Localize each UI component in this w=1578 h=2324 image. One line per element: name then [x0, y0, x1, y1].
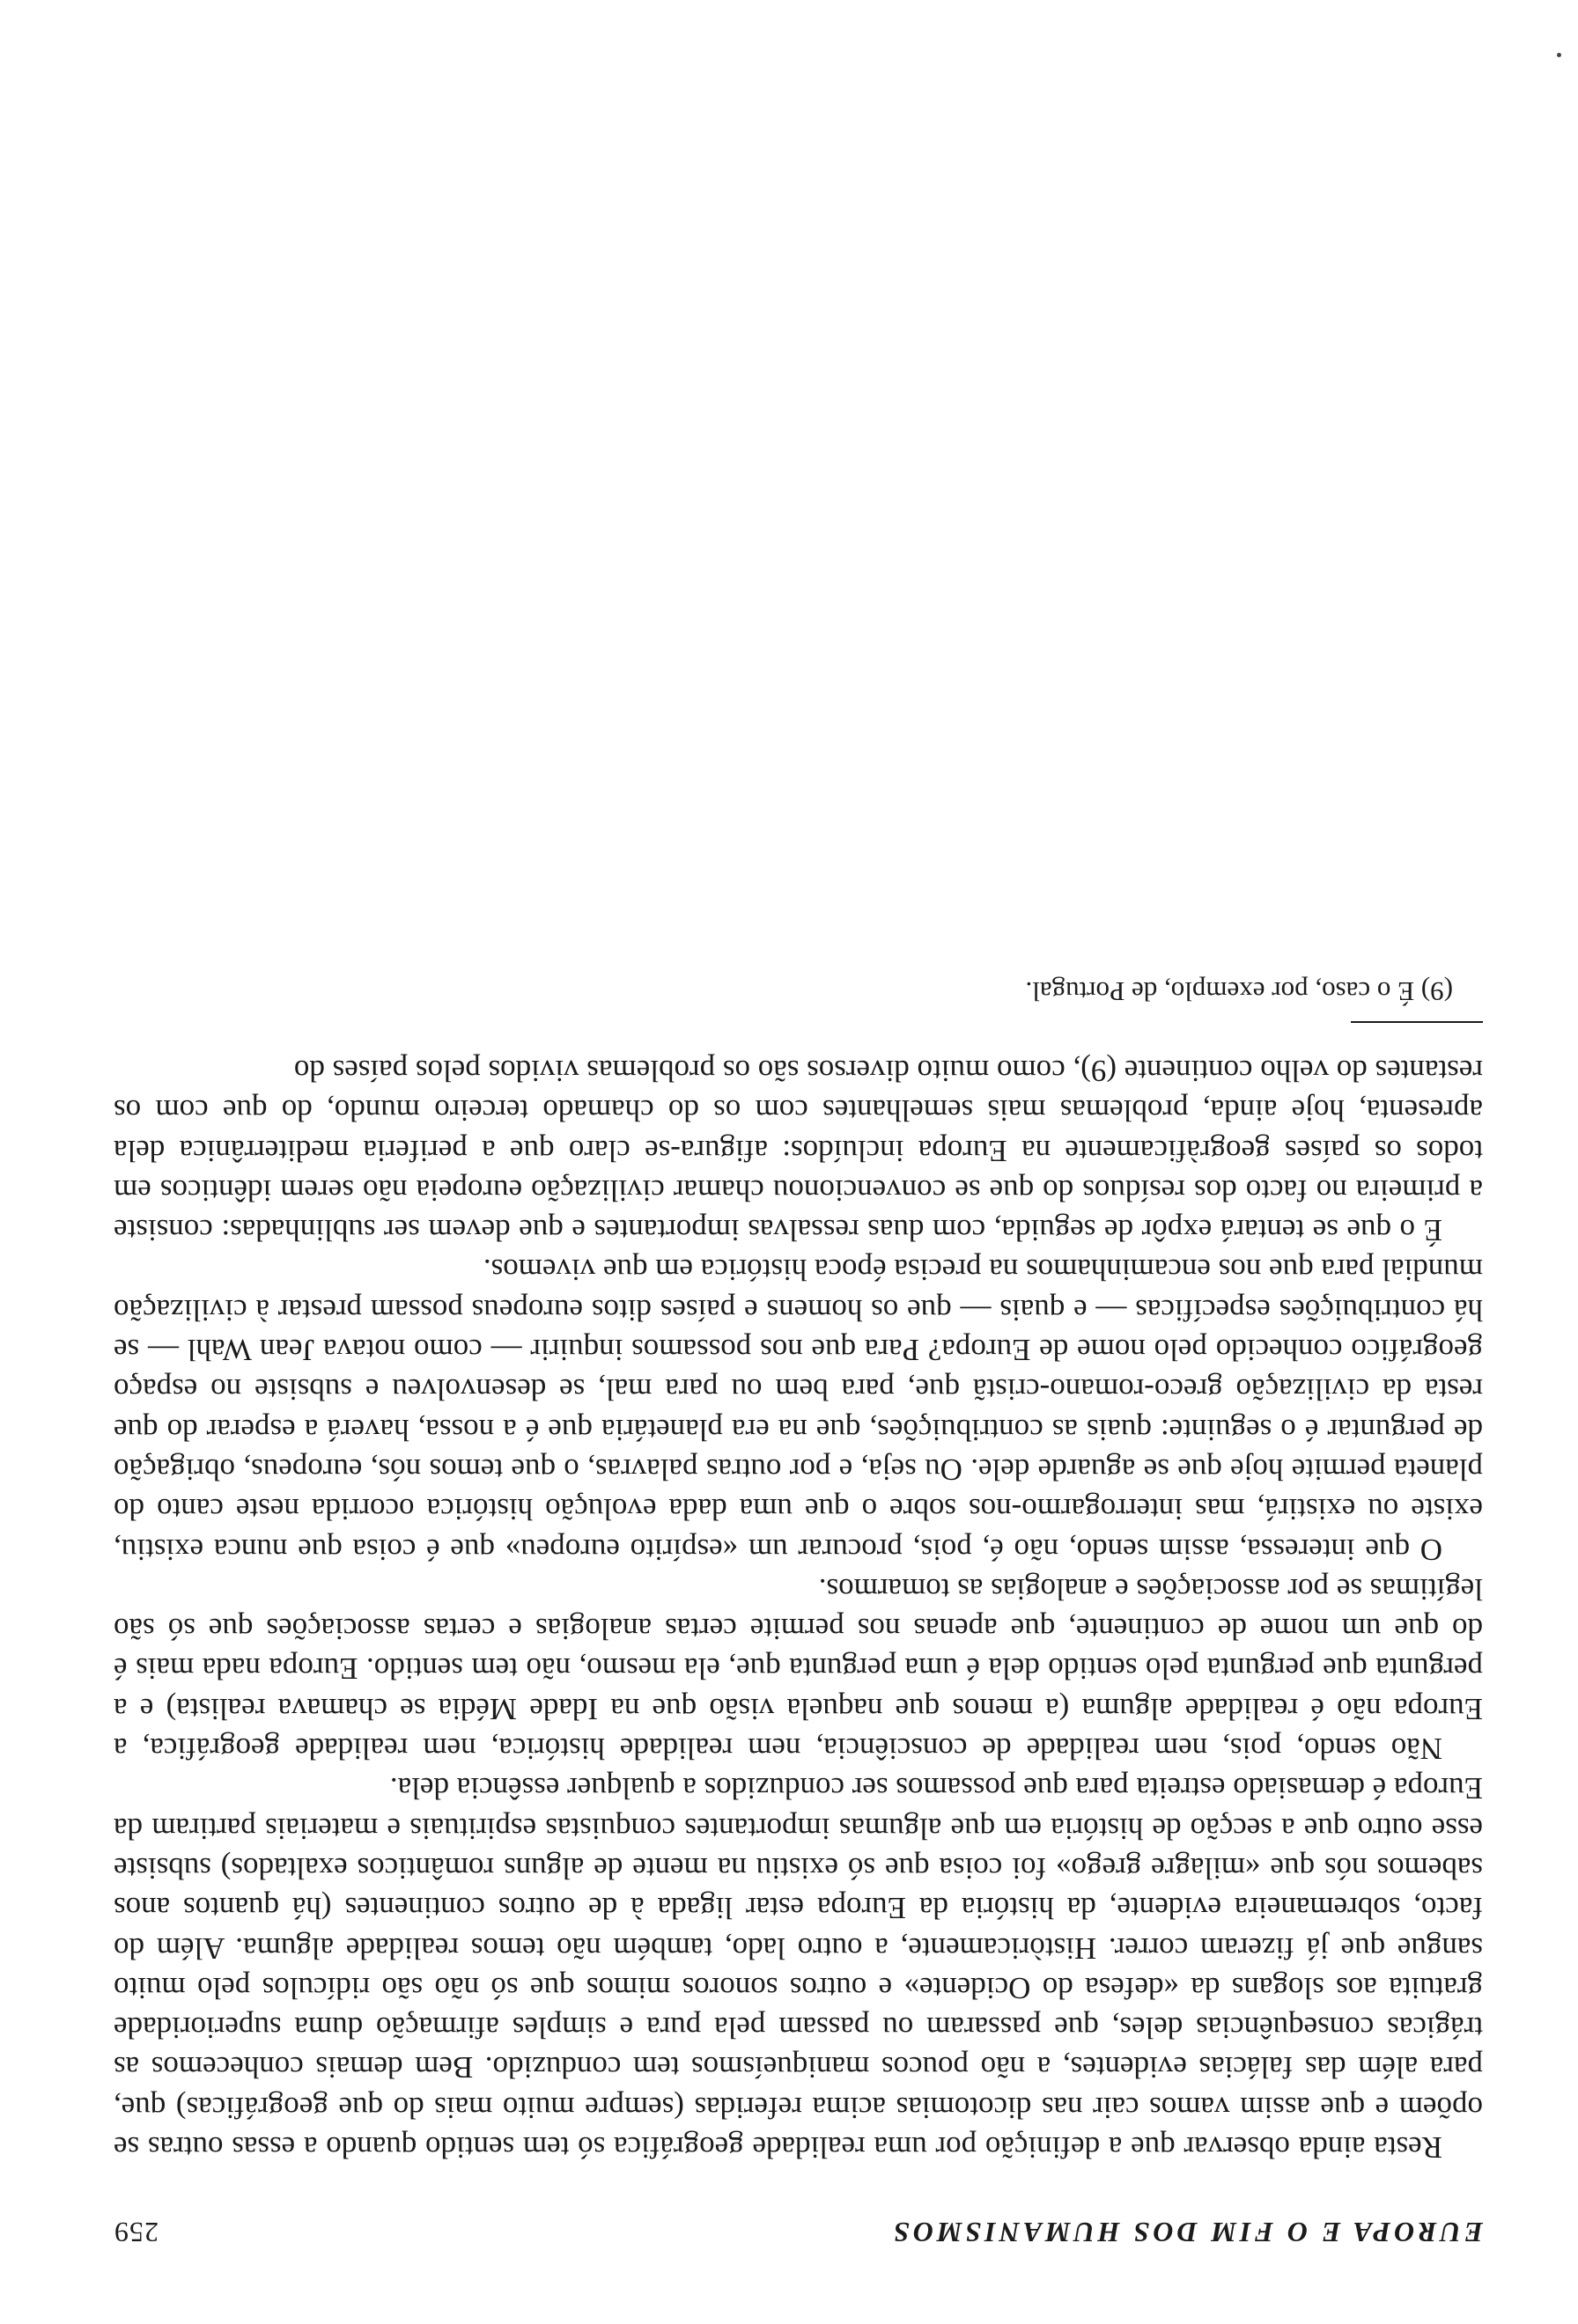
scan-speck — [1557, 53, 1561, 57]
footnote: (9) É o caso, por exemplo, de Portugal. — [1025, 975, 1453, 1007]
paragraph: O que interessa, assim sendo, não é, pois, procurar um «espírito europeu» que é coisa que nunca existiu, existe ou existirá, mas interrogarmo-nos sobre o que uma dada evolução histórica ocorrida neste canto do planeta permite hoje que se aguarde dele. Ou seja, e por outras palavras, o que temos nós, europeus, obrigação de perguntar é o seguinte: quais as contribuições, que na era planetária que é a nossa, haverá a esperar do que resta da civilização greco-romano-cristã que, para bem ou para mal, se desenvolveu e subsiste no espaço geográfico conhecido pelo nome de Europa? Para que nos possamos inquirir — como notava Jean Wahl — se há contribuições específicas — e quais — que os homens e países ditos europeus possam prestar à civilização mundial para que nos encaminhamos na precisa época histórica em que vivemos. — [114, 1253, 1483, 1567]
running-head — [114, 2204, 1483, 2248]
paragraph: Resta ainda observar que a definição por uma realidade geográfica só tem sentido quando a essas outras se opõem e que assim vamos cair nas dicotomias acima referidas (sempre muito mais do que geográficas) que, para além das falácias evidentes, a não poucos maniqueísmos tem conduzido. Bem demais conhecemos as trágicas consequências deles, que passaram ou passam pela pura e simples afirmação duma superioridade gratuita aos slogans da «defesa do Ocidente» e outros sonoros mimos que só não são ridículos pelo muito sangue que já fizeram correr. Històricamente, a outro lado, também não temos realidade alguma. Além do facto, sobremaneira evidente, da história da Europa estar ligada à de outros continentes (há quantos anos sabemos nós que «milagre grego» foi coisa que só existiu na mente de alguns românticos exaltados) subsiste esse outro que a secção de história em que algumas importantes conquistas espirituais e materiais partiram da Europa é demasiado estreita para que possamos ser conduzidos a qualquer essência dela. — [114, 1771, 1483, 2165]
page-number: 259 — [114, 2217, 159, 2248]
body-text — [114, 1051, 1483, 2167]
running-title: EUROPA E O FIM DOS HUMANISMOS — [890, 2217, 1483, 2248]
paragraph: Não sendo, pois, nem realidade de consciência, nem realidade histórica, nem realidade geográfica, a Europa não é realidade alguma (a menos que naquela visão que na Idade Média se chamava realista) e a pergunta que pergunta pelo sentido dela é uma pergunta que, ela mesmo, não tem sentido. Europa nada mais é do que um nome de continente, que apenas nos permite certas analogias e certas associações que só são legítimas se por associações e analogias as tomarmos. — [114, 1571, 1483, 1767]
footnote-rule — [1351, 1021, 1483, 1023]
page-content — [114, 974, 1483, 2248]
paragraph: É o que se tentará expôr de seguida, com duas ressalvas importantes e que devem ser sublinhadas: consiste a primeira no facto dos resíduos do que se convencionou chamar civilização europeia não serem idênticos em todos os países geogràficamente na Europa incluídos: afigura-se claro que a periferia mediterrânica dela apresenta, hoje ainda, problemas mais semelhantes com os do chamado terceiro mundo, do que com os restantes do velho continente (9), como muito diversos são os problemas vividos pelos países do — [114, 1053, 1483, 1248]
